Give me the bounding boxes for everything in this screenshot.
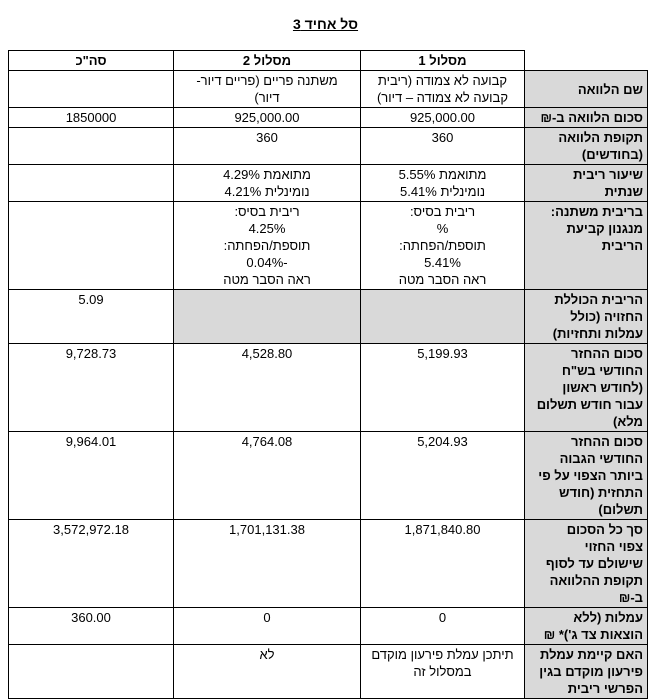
route1-cell-shaded — [361, 290, 525, 344]
row-label: תקופת הלוואה (בחודשים) — [525, 128, 648, 165]
route1-cell: תיתכן עמלת פירעון מוקדם במסלול זה — [361, 645, 525, 699]
row-total-rate — [9, 290, 648, 344]
route1-cell: 925,000.00 — [361, 108, 525, 128]
row-label: עמלות (ללא הוצאות צד ג')* ₪ — [525, 608, 648, 645]
route1-cell: 5,199.93 — [361, 344, 525, 432]
route2-cell: 1,701,131.38 — [174, 520, 361, 608]
route2-cell: לא — [174, 645, 361, 699]
total-cell: 9,964.01 — [9, 432, 174, 520]
route1-cell: 0 — [361, 608, 525, 645]
total-header: סה"כ — [9, 51, 174, 71]
header-blank-cell — [525, 51, 648, 71]
row-label: שם הלוואה — [525, 71, 648, 108]
row-annual-rate — [9, 165, 648, 202]
total-cell — [9, 165, 174, 202]
route2-cell: מתואמת 4.29% נומינלית 4.21% — [174, 165, 361, 202]
route1-cell: מתואמת 5.55% נומינלית 5.41% — [361, 165, 525, 202]
row-label: שיעור ריבית שנתית — [525, 165, 648, 202]
loan-comparison-table — [8, 50, 648, 699]
row-label: סך כל הסכום צפוי החזוי שישולם עד לסוף תקופת ההלוואה ב-₪ — [525, 520, 648, 608]
route2-cell-shaded — [174, 290, 361, 344]
total-cell: 3,572,972.18 — [9, 520, 174, 608]
route2-cell: 360 — [174, 128, 361, 165]
route1-cell: 1,871,840.80 — [361, 520, 525, 608]
row-total-repay — [9, 520, 648, 608]
row-label: סכום ההחזר החודשי הגבוה ביותר הצפוי על פי התחזית (חודש תשלום) — [525, 432, 648, 520]
row-variable-rate — [9, 202, 648, 290]
row-loan-name — [9, 71, 648, 108]
route1-cell: ריבית בסיס: % תוספת/הפחתה: 5.41% ראה הסבר מטה — [361, 202, 525, 290]
page-title: סל אחיד 3 — [292, 16, 359, 32]
route2-cell: 4,764.08 — [174, 432, 361, 520]
row-max-payment — [9, 432, 648, 520]
total-cell: 360.00 — [9, 608, 174, 645]
row-label: סכום ההחזר החודשי בש"ח (לחודש ראשון עבור חודש תשלום מלא) — [525, 344, 648, 432]
total-cell: 1850000 — [9, 108, 174, 128]
header-row — [9, 51, 648, 71]
route1-cell: קבועה לא צמודה (ריבית קבועה לא צמודה – דיור) — [361, 71, 525, 108]
total-cell — [9, 128, 174, 165]
route2-cell: משתנה פריים (פריים דיור- דיור) — [174, 71, 361, 108]
route1-cell: 360 — [361, 128, 525, 165]
row-loan-period — [9, 128, 648, 165]
total-cell — [9, 202, 174, 290]
route2-cell: 925,000.00 — [174, 108, 361, 128]
total-cell: 9,728.73 — [9, 344, 174, 432]
route2-cell: 4,528.80 — [174, 344, 361, 432]
row-label: הריבית הכוללת החזויה (כולל עמלות ותחזיות) — [525, 290, 648, 344]
route2-cell: ריבית בסיס: 4.25% תוספת/הפחתה: -0.04% ראה הסבר מטה — [174, 202, 361, 290]
row-label: סכום הלוואה ב-₪ — [525, 108, 648, 128]
route1-header: מסלול 1 — [361, 51, 525, 71]
row-first-payment — [9, 344, 648, 432]
route2-cell: 0 — [174, 608, 361, 645]
route2-header: מסלול 2 — [174, 51, 361, 71]
row-loan-amount — [9, 108, 648, 128]
total-cell — [9, 71, 174, 108]
row-fees — [9, 608, 648, 645]
route1-cell: 5,204.93 — [361, 432, 525, 520]
row-label: האם קיימת עמלת פירעון מוקדם בגין הפרשי ריבית — [525, 645, 648, 699]
row-label: בריבית משתנה: מנגנון קביעת הריבית — [525, 202, 648, 290]
total-cell: 5.09 — [9, 290, 174, 344]
